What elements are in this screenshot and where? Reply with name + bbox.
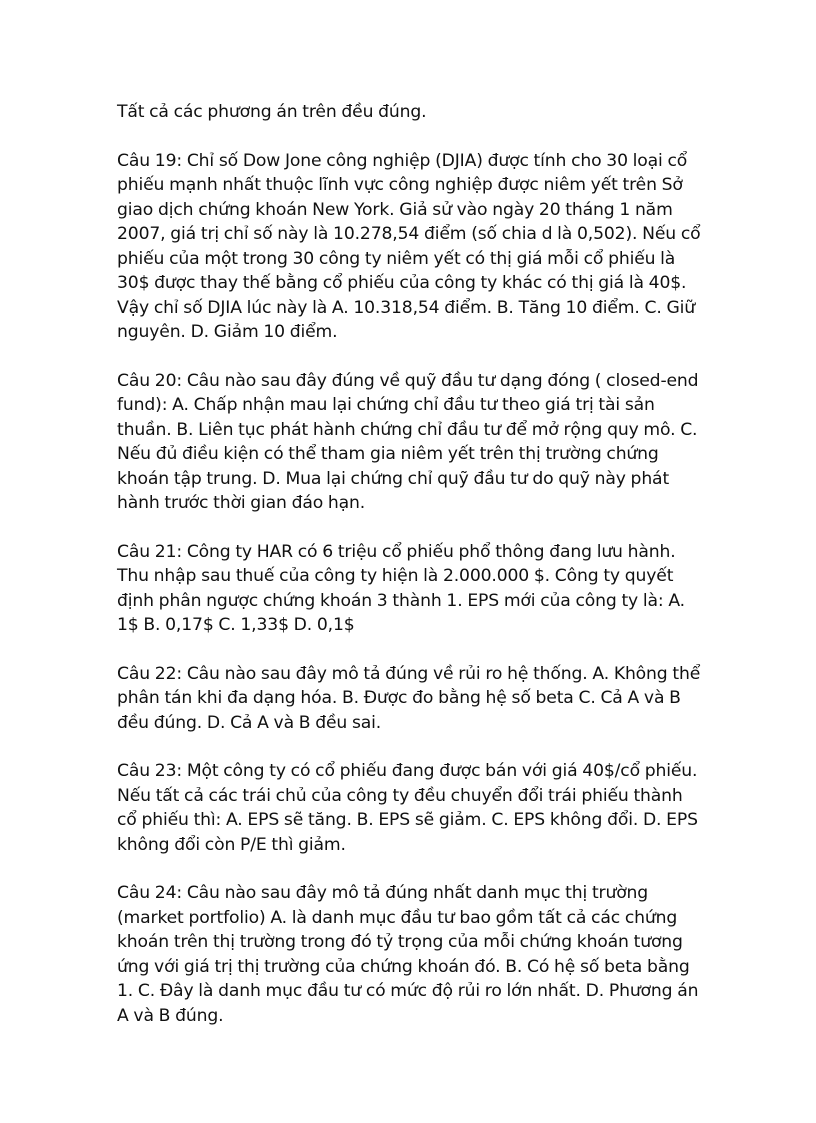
- question-19: Câu 19: Chỉ số Dow Jone công nghiệp (DJIA) được tính cho 30 loại cổ phiếu mạnh nhất thuộc lĩnh vực công nghiệp được niêm yết trên Sở giao dịch chứng khoán New York. Giả sử vào ngày 20 tháng 1 năm 2007, giá trị chỉ số này là 10.278,54 điểm (số chia d là 0,502). Nếu cổ phiếu của một trong 30 công ty niêm yết có thị giá mỗi cổ phiếu là 30$ được thay thế bằng cổ phiếu của công ty khác có thị giá là 40$. Vậy chỉ số DJIA lúc này là A. 10.318,54 điểm. B. Tăng 10 điểm. C. Giữ nguyên. D. Giảm 10 điểm.: [117, 150, 701, 342]
- question-24: Câu 24: Câu nào sau đây mô tả đúng nhất danh mục thị trường (market portfolio) A. là danh mục đầu tư bao gồm tất cả các chứng khoán trên thị trường trong đó tỷ trọng của mỗi chứng khoán tương ứng với giá trị thị trường của chứng khoán đó. B. Có hệ số beta bằng 1. C. Đây là danh mục đầu tư có mức độ rủi ro lớn nhất. D. Phương án A và B đúng.: [117, 883, 699, 1026]
- question-20: Câu 20: Câu nào sau đây đúng về quỹ đầu tư dạng đóng ( closed-end fund): A. Chấp nhận mau lại chứng chỉ đầu tư theo giá trị tài sản thuần. B. Liên tục phát hành chứng chỉ đầu tư để mở rộng quy mô. C. Nếu đủ điều kiện có thể tham gia niêm yết trên thị trường chứng khoán tập trung. D. Mua lại chứng chỉ quỹ đầu tư do quỹ này phát hành trước thời gian đáo hạn.: [117, 370, 699, 513]
- document-page: [117, 100, 707, 1052]
- question-23: Câu 23: Một công ty có cổ phiếu đang được bán với giá 40$/cổ phiếu. Nếu tất cả các trái chủ của công ty đều chuyển đổi trái phiếu thành cổ phiếu thì: A. EPS sẽ tăng. B. EPS sẽ giảm. C. EPS không đổi. D. EPS không đổi còn P/E thì giảm.: [117, 761, 698, 855]
- answer-note: Tất cả các phương án trên đều đúng.: [117, 102, 427, 122]
- question-22: Câu 22: Câu nào sau đây mô tả đúng về rủi ro hệ thống. A. Không thể phân tán khi đa dạng hóa. B. Được đo bằng hệ số beta C. Cả A và B đều đúng. D. Cả A và B đều sai.: [117, 663, 701, 733]
- question-21: Câu 21: Công ty HAR có 6 triệu cổ phiếu phổ thông đang lưu hành. Thu nhập sau thuế của công ty hiện là 2.000.000 $. Công ty quyết định phân ngược chứng khoán 3 thành 1. EPS mới của công ty là: A. 1$ B. 0,17$ C. 1,33$ D. 0,1$: [117, 541, 685, 635]
